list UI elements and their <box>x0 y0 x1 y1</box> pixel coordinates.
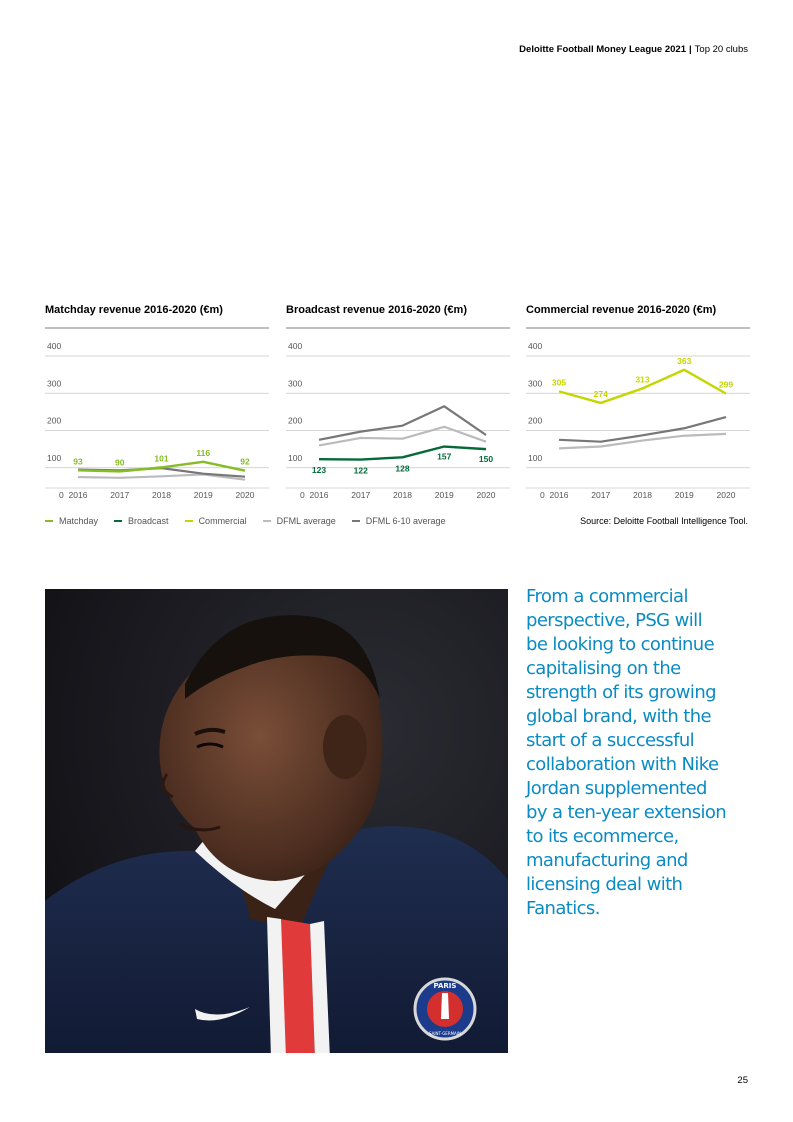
quote-line: licensing deal with <box>526 874 683 895</box>
chart-plot <box>286 328 510 508</box>
x-tick-label: 2018 <box>152 490 171 500</box>
data-label: 90 <box>115 457 125 468</box>
chart-source-note: Source: Deloitte Football Intelligence Tool. <box>580 516 748 526</box>
data-label: 122 <box>353 465 368 476</box>
data-label: 92 <box>240 456 250 467</box>
chart-title: Broadcast revenue 2016-2020 (€m) <box>286 304 467 316</box>
data-label: 150 <box>478 454 494 465</box>
legend-swatch <box>114 520 122 523</box>
y-tick-label: 0 <box>540 490 545 500</box>
y-tick-label: 100 <box>47 452 62 463</box>
quote-line: be looking to continue <box>526 634 715 655</box>
series-line-broadcast <box>319 447 486 460</box>
x-tick-label: 2018 <box>393 490 412 500</box>
legend-item-commercial <box>185 516 247 526</box>
chart-title: Commercial revenue 2016-2020 (€m) <box>526 304 717 316</box>
quote-line: Jordan supplemented <box>526 778 707 799</box>
x-tick-label: 2019 <box>434 490 454 500</box>
series-line-dfml-average <box>319 427 486 446</box>
legend-label: Broadcast <box>128 516 169 526</box>
report-title: Deloitte Football Money League 2021 <box>519 44 686 55</box>
y-tick-label: 0 <box>300 490 305 500</box>
legend-label: Commercial <box>198 516 247 526</box>
commercial-revenue-chart <box>526 304 750 504</box>
legend-swatch <box>185 520 193 523</box>
player-illustration <box>45 589 508 1053</box>
psg-badge <box>415 979 475 1039</box>
quote-line: capitalising on the <box>526 658 681 679</box>
data-label: 123 <box>311 465 327 476</box>
chart-legend <box>45 516 446 526</box>
legend-label: Matchday <box>59 516 99 526</box>
quote-line: perspective, PSG will <box>526 610 702 631</box>
y-tick-label: 300 <box>288 378 303 389</box>
data-label: 157 <box>437 451 452 462</box>
y-tick-label: 200 <box>528 415 543 426</box>
header-section: Top 20 clubs <box>694 44 748 55</box>
y-tick-label: 400 <box>47 341 62 351</box>
y-tick-label: 100 <box>288 452 303 463</box>
quote-line: strength of its growing <box>526 682 716 703</box>
x-tick-label: 2020 <box>716 490 736 500</box>
legend-label: DFML 6-10 average <box>365 516 446 526</box>
badge-text-bottom: SAINT-GERMAIN <box>429 1031 461 1036</box>
x-tick-label: 2020 <box>476 490 496 500</box>
y-tick-label: 200 <box>47 415 62 426</box>
y-tick-label: 200 <box>288 415 303 426</box>
x-tick-label: 2019 <box>674 490 694 500</box>
x-tick-label: 2019 <box>193 490 213 500</box>
y-tick-label: 400 <box>288 341 303 351</box>
broadcast-revenue-chart <box>286 304 510 504</box>
chart-plot <box>45 328 269 508</box>
x-tick-label: 2017 <box>351 490 371 500</box>
series-line-dfml-6-10-average <box>319 406 486 440</box>
data-label: 363 <box>677 355 692 366</box>
y-tick-label: 300 <box>47 378 62 389</box>
legend-swatch <box>45 520 53 523</box>
quote-line: start of a successful <box>526 730 695 751</box>
x-tick-label: 2016 <box>549 490 569 500</box>
data-label: 93 <box>73 456 83 467</box>
x-tick-label: 2017 <box>110 490 130 500</box>
chart-title: Matchday revenue 2016-2020 (€m) <box>45 304 223 316</box>
series-line-dfml-6-10-average <box>559 417 726 442</box>
legend-swatch <box>263 520 271 523</box>
data-label: 299 <box>718 379 734 390</box>
x-tick-label: 2016 <box>68 490 88 500</box>
page-number: 25 <box>737 1075 748 1086</box>
badge-text-top: PARIS <box>433 982 457 990</box>
legend-label: DFML average <box>276 516 336 526</box>
x-tick-label: 2020 <box>235 490 255 500</box>
matchday-revenue-chart <box>45 304 269 504</box>
ear <box>323 715 367 779</box>
data-label: 313 <box>635 374 650 385</box>
player-photo <box>45 589 508 1053</box>
legend-item-matchday <box>45 516 98 526</box>
x-tick-label: 2018 <box>633 490 652 500</box>
quote-line: by a ten-year extension <box>526 802 727 823</box>
data-label: 116 <box>196 447 211 458</box>
quote-line: manufacturing and <box>526 850 688 871</box>
x-tick-label: 2017 <box>591 490 611 500</box>
x-tick-label: 2016 <box>309 490 329 500</box>
y-tick-label: 300 <box>528 378 543 389</box>
legend-swatch <box>352 520 360 523</box>
running-header <box>519 44 748 55</box>
header-separator: | <box>688 44 692 55</box>
legend-item-dfml-6-10-average <box>352 516 446 526</box>
quote-line: From a commercial <box>526 586 688 607</box>
data-label: 305 <box>551 377 567 388</box>
data-label: 128 <box>395 463 410 474</box>
jersey-red-stripe <box>280 919 315 1053</box>
data-label: 274 <box>593 388 608 399</box>
chart-plot <box>526 328 750 508</box>
quote-line: collaboration with Nike <box>526 754 719 775</box>
quote-line: Fanatics. <box>526 898 600 919</box>
data-label: 101 <box>154 453 169 464</box>
y-tick-label: 400 <box>528 341 543 351</box>
legend-item-dfml-average <box>263 516 336 526</box>
y-tick-label: 0 <box>59 490 64 500</box>
quote-line: global brand, with the <box>526 706 712 727</box>
legend-item-broadcast <box>114 516 169 526</box>
quote-line: to its ecommerce, <box>526 826 679 847</box>
y-tick-label: 100 <box>528 452 543 463</box>
pull-quote <box>526 585 751 921</box>
